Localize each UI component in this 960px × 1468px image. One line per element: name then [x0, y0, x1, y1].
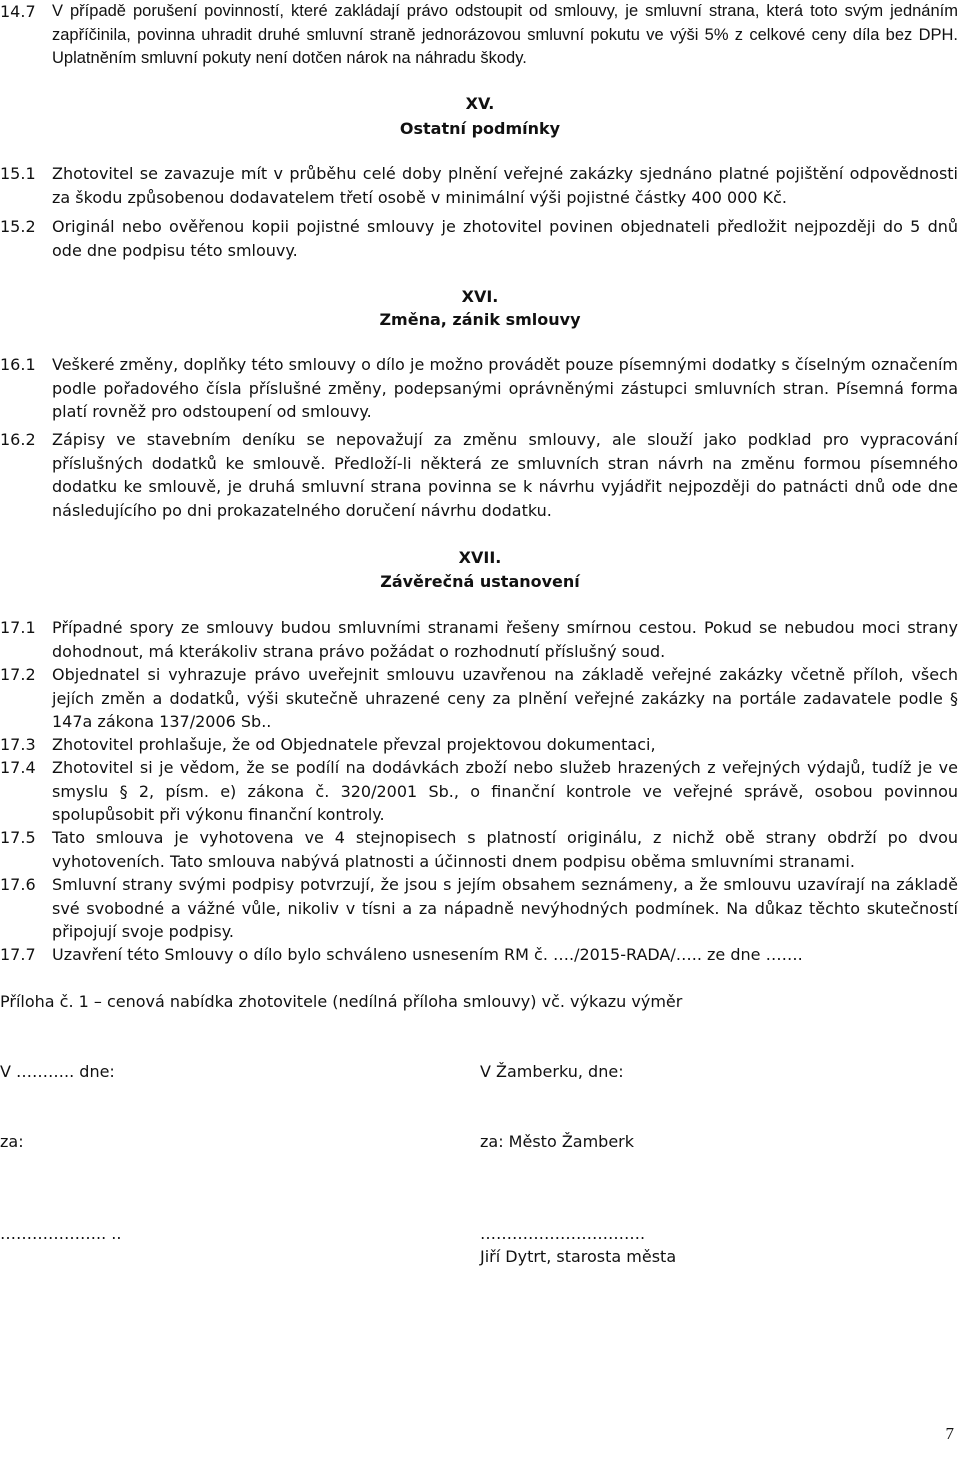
clause-number: 17.3 [0, 735, 36, 754]
signature-right-for: za: Město Žamberk [480, 1132, 635, 1151]
clause-16-1 [0, 353, 958, 424]
clause-number: 14.7 [0, 2, 36, 21]
clause-text: Objednatel si vyhrazuje právo uveřejnit smlouvu uzavřenou na základě veřejné zakázky včetně příloh, všech jejích změn a dodatků, výši skutečně uhrazené ceny za plnění veřejné zakázky na portále zadavatele podle § 147a zákona 137/2006 Sb.. [52, 665, 958, 731]
clause-15-2 [0, 215, 958, 262]
clause-number: 15.1 [0, 164, 36, 183]
clause-text: Uzavření této Smlouvy o dílo bylo schváleno usnesením RM č. …./2015-RADA/….. ze dne ……. [52, 945, 803, 964]
clause-text: Případné spory ze smlouvy budou smluvními stranami řešeny smírnou cestou. Pokud se nebudou moci strany dohodnout, má kterákoliv strana právo požádat o rozhodnutí příslušný soud. [52, 618, 958, 661]
signature-left-for: za: [0, 1132, 24, 1151]
clause-17-5 [0, 826, 958, 873]
clause-number: 16.1 [0, 355, 36, 374]
clause-number: 17.7 [0, 945, 36, 964]
clause-text: Zhotovitel prohlašuje, že od Objednatele převzal projektovou dokumentaci, [52, 735, 656, 754]
clause-text: Originál nebo ověřenou kopii pojistné smlouvy je zhotovitel povinen objednateli předložit nejpozději do 5 dnů ode dne podpisu této smlouvy. [52, 217, 958, 260]
clause-text: Zhotovitel se zavazuje mít v průběhu celé doby plnění veřejné zakázky sjednáno platné pojištění odpovědnosti za škodu způsobenou dodavatelem třetí osobě v minimální výši pojistné částky 400 000 Kč. [52, 164, 958, 207]
section-xv-title: Ostatní podmínky [399, 119, 561, 138]
clause-number: 16.2 [0, 430, 36, 449]
clause-number: 17.4 [0, 758, 36, 777]
clause-17-6 [0, 873, 958, 944]
clause-number: 15.2 [0, 217, 36, 236]
clause-text: Veškeré změny, doplňky této smlouvy o dílo je možno provádět pouze písemnými dodatky s číselným označením podle pořadového čísla příslušné změny, podepsanými oprávněnými zástupci smluvních stran. Písemná forma platí rovněž pro odstoupení od smlouvy. [52, 355, 958, 421]
clause-number: 17.2 [0, 665, 36, 684]
signature-right-place: V Žamberku, dne: [480, 1062, 624, 1081]
clause-14-7 [0, 0, 958, 71]
clause-text: Smluvní strany svými podpisy potvrzují, že jsou s jejím obsahem seznámeny, a že smlouvu uzavírají na základě své svobodné a vážné vůle, nikoliv v tísni a za nápadně nevýhodných podmínek. Na důkaz těchto skutečností připojují svoje podpisy. [52, 875, 958, 941]
signature-left-line: ……………….. .. [0, 1224, 122, 1243]
clause-17-3 [0, 733, 958, 757]
clause-17-2 [0, 663, 958, 734]
signature-left-place: V ……….. dne: [0, 1062, 115, 1081]
clause-17-7 [0, 943, 958, 967]
page-number: 7 [945, 1424, 954, 1443]
attachment-note: Příloha č. 1 – cenová nabídka zhotovitele (nedílná příloha smlouvy) vč. výkazu výměr [0, 992, 683, 1011]
clause-number: 17.1 [0, 618, 36, 637]
signature-right-line: …………………………. [480, 1224, 646, 1243]
clause-number: 17.6 [0, 875, 36, 894]
clause-17-4 [0, 756, 958, 827]
section-xv-numeral: XV. [465, 94, 495, 113]
clause-text: V případě porušení povinností, které zakládají právo odstoupit od smlouvy, je smluvní strana, která toto svým jednáním zapříčinila, povinna uhradit druhé smluvní straně jednorázovou smluvní pokutu ve výši 5% z celkové ceny díla bez DPH. Uplatněním smluvní pokuty není dotčen nárok na náhradu škody. [52, 2, 958, 67]
clause-17-1 [0, 616, 958, 663]
clause-15-1 [0, 162, 958, 209]
section-xvi-numeral: XVI. [461, 287, 499, 306]
clause-text: Tato smlouva je vyhotovena ve 4 stejnopisech s platností originálu, z nichž obě strany obdrží po dvou vyhotoveních. Tato smlouva nabývá platnosti a účinnosti dnem podpisu oběma smluvními stranami. [52, 828, 958, 871]
signatory-name: Jiří Dytrt, starosta města [480, 1247, 677, 1266]
section-xvi-title: Změna, zánik smlouvy [379, 310, 581, 329]
clause-16-2 [0, 428, 958, 522]
section-xvii-title: Závěrečná ustanovení [380, 572, 580, 591]
clause-number: 17.5 [0, 828, 36, 847]
clause-text: Zápisy ve stavebním deníku se nepovažují za změnu smlouvy, ale slouží jako podklad pro vypracování příslušných dodatků ke smlouvě. Předloží-li některá ze smluvních stran návrh na změnu formou písemného dodatku ke smlouvě, je druhá smluvní strana povinna se k návrhu vyjádřit nejpozději do patnácti dnů ode dne následujícího po dni prokazatelného doručení návrhu dodatku. [52, 430, 958, 520]
clause-text: Zhotovitel si je vědom, že se podílí na dodávkách zboží nebo služeb hrazených z veřejných výdajů, tudíž je ve smyslu § 2, písm. e) zákona č. 320/2001 Sb., o finanční kontrole ve veřejné správě, osobou povinnou spolupůsobit při výkonu finanční kontroly. [52, 758, 958, 824]
section-xvii-numeral: XVII. [458, 548, 502, 567]
